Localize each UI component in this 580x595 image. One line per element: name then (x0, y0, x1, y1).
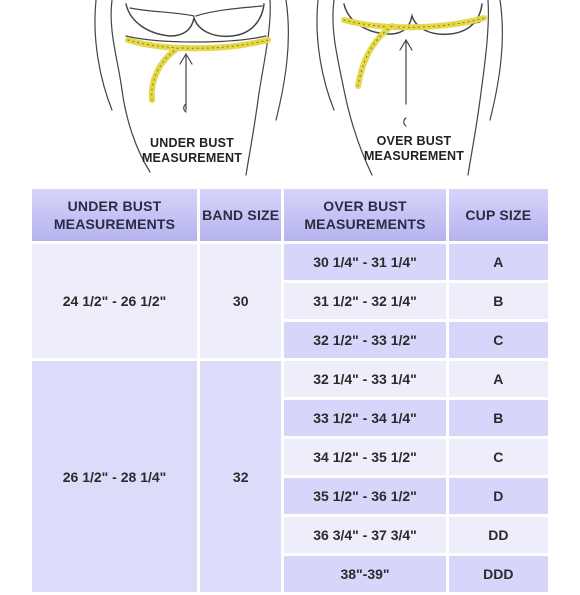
table-header-row (32, 189, 548, 241)
cup-size: D (449, 478, 548, 517)
header-cup-size: CUP SIZE (449, 189, 548, 241)
over-bust-caption: OVER BUST MEASUREMENT (363, 134, 465, 163)
over-bust-range: 32 1/2" - 33 1/2" (284, 322, 445, 361)
bra-size-table (29, 189, 551, 595)
over-bust-range: 33 1/2" - 34 1/4" (284, 400, 445, 439)
over-bust-range: 32 1/4" - 33 1/4" (284, 361, 445, 400)
header-band-size: BAND SIZE (200, 189, 281, 241)
cup-size: A (449, 241, 548, 283)
cup-size: B (449, 283, 548, 322)
over-bust-range: 34 1/2" - 35 1/2" (284, 439, 445, 478)
under-bust-range: 24 1/2" - 26 1/2" (32, 241, 197, 361)
header-under-bust: UNDER BUST MEASUREMENTS (32, 189, 197, 241)
band-size: 30 (200, 241, 281, 361)
left-bra (126, 4, 264, 36)
under-bust-caption: UNDER BUST MEASUREMENT (141, 136, 243, 165)
over-bust-range: 38"-39" (284, 556, 445, 595)
cup-size: C (449, 439, 548, 478)
over-bust-range: 36 3/4" - 37 3/4" (284, 517, 445, 556)
under-bust-range: 26 1/2" - 28 1/4" (32, 361, 197, 595)
over-bust-range: 31 1/2" - 32 1/4" (284, 283, 445, 322)
over-bust-range: 30 1/4" - 31 1/4" (284, 241, 445, 283)
over-bust-range: 35 1/2" - 36 1/2" (284, 478, 445, 517)
cup-size: A (449, 361, 548, 400)
cup-size: DDD (449, 556, 548, 595)
cup-size: B (449, 400, 548, 439)
table-row (32, 361, 548, 400)
table-row (32, 241, 548, 283)
cup-size: DD (449, 517, 548, 556)
bust-measurement-illustration (0, 0, 580, 185)
cup-size: C (449, 322, 548, 361)
header-over-bust: OVER BUST MEASUREMENTS (284, 189, 445, 241)
band-size: 32 (200, 361, 281, 595)
